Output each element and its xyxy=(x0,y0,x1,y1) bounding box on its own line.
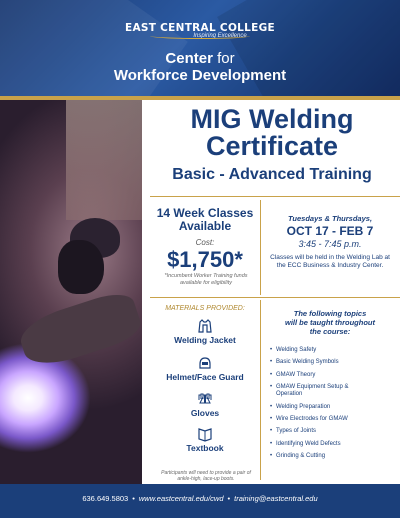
topic-item: • Identifying Weld Defects xyxy=(270,441,398,448)
center-word: Center xyxy=(165,50,213,67)
topics-heading-line: the course: xyxy=(309,327,351,336)
material-label: Welding Jacket xyxy=(174,335,236,345)
topic-item: • Wire Electrodes for GMAW xyxy=(270,416,398,423)
for-word: for xyxy=(217,50,235,67)
divider xyxy=(260,300,261,480)
materials-note: Participants will need to provide a pair of ankle-high, lace-up boots. xyxy=(161,470,251,482)
cost-label: Cost: xyxy=(195,238,215,247)
course-title xyxy=(150,106,394,160)
welder-photo xyxy=(0,100,142,484)
material-item xyxy=(150,391,260,418)
material-item xyxy=(150,355,260,382)
material-label: Helmet/Face Guard xyxy=(166,372,244,382)
footer-contact: 636.649.5803 • www.eastcentral.edu/cwd • training@eastcentral.edu xyxy=(82,494,318,503)
divider xyxy=(150,196,400,197)
welding-helmet-icon xyxy=(58,240,104,294)
email-link[interactable]: training@eastcentral.edu xyxy=(234,494,318,503)
schedule-time: 3:45 - 7:45 p.m. xyxy=(298,239,362,249)
topic-item: • GMAW Equipment Setup & Operation xyxy=(270,384,356,398)
department-heading xyxy=(0,50,400,67)
weeks-line2: Available xyxy=(178,219,232,233)
topic-item: • Welding Preparation xyxy=(270,404,398,411)
material-item xyxy=(150,426,260,453)
topics-list xyxy=(270,347,398,466)
topic-item: • Grinding & Cutting xyxy=(270,453,398,460)
topics-heading-line: will be taught throughout xyxy=(285,318,375,327)
material-label: Gloves xyxy=(190,408,220,418)
weeks-line1: 14 Week Classes xyxy=(156,206,254,220)
topics-heading xyxy=(264,309,396,336)
schedule-days: Tuesdays & Thursdays, xyxy=(287,214,373,223)
topic-item: • Welding Safety xyxy=(270,347,398,354)
course-title-line2: Certificate xyxy=(205,131,339,161)
price-footnote: *Incumbent Worker Training funds available for eligibility xyxy=(164,273,248,286)
course-price: $1,750* xyxy=(167,247,243,272)
course-subtitle: Basic - Advanced Training xyxy=(172,166,372,183)
logo-swoosh-icon xyxy=(150,33,250,39)
schedule-location: Classes will be held in the Welding Lab at the ECC Business & Industry Center. xyxy=(270,254,390,269)
topic-item: • Basic Welding Symbols xyxy=(270,359,398,366)
website-link[interactable]: www.eastcentral.edu/cwd xyxy=(138,494,224,503)
divider xyxy=(150,297,400,298)
materials-heading: MATERIALS PROVIDED: xyxy=(165,305,245,312)
college-tagline: Inspiring Excellence xyxy=(193,33,247,39)
course-title-line1: MIG Welding xyxy=(190,104,354,134)
topic-item: • Types of Joints xyxy=(270,428,398,435)
material-label: Textbook xyxy=(186,443,224,453)
schedule-dates: OCT 17 - FEB 7 xyxy=(286,224,374,238)
phone-number[interactable]: 636.649.5803 xyxy=(82,494,129,503)
gloves-icon xyxy=(197,391,213,407)
divider xyxy=(260,200,261,295)
topics-heading-line: The following topics xyxy=(293,309,367,318)
department-name: Workforce Development xyxy=(113,67,287,84)
topic-item: • GMAW Theory xyxy=(270,372,398,379)
book-icon xyxy=(197,426,213,442)
class-length xyxy=(150,207,260,233)
jacket-icon xyxy=(197,318,213,334)
college-name: EAST CENTRAL COLLEGE xyxy=(124,22,276,34)
material-item xyxy=(150,318,260,345)
helmet-icon xyxy=(197,355,213,371)
